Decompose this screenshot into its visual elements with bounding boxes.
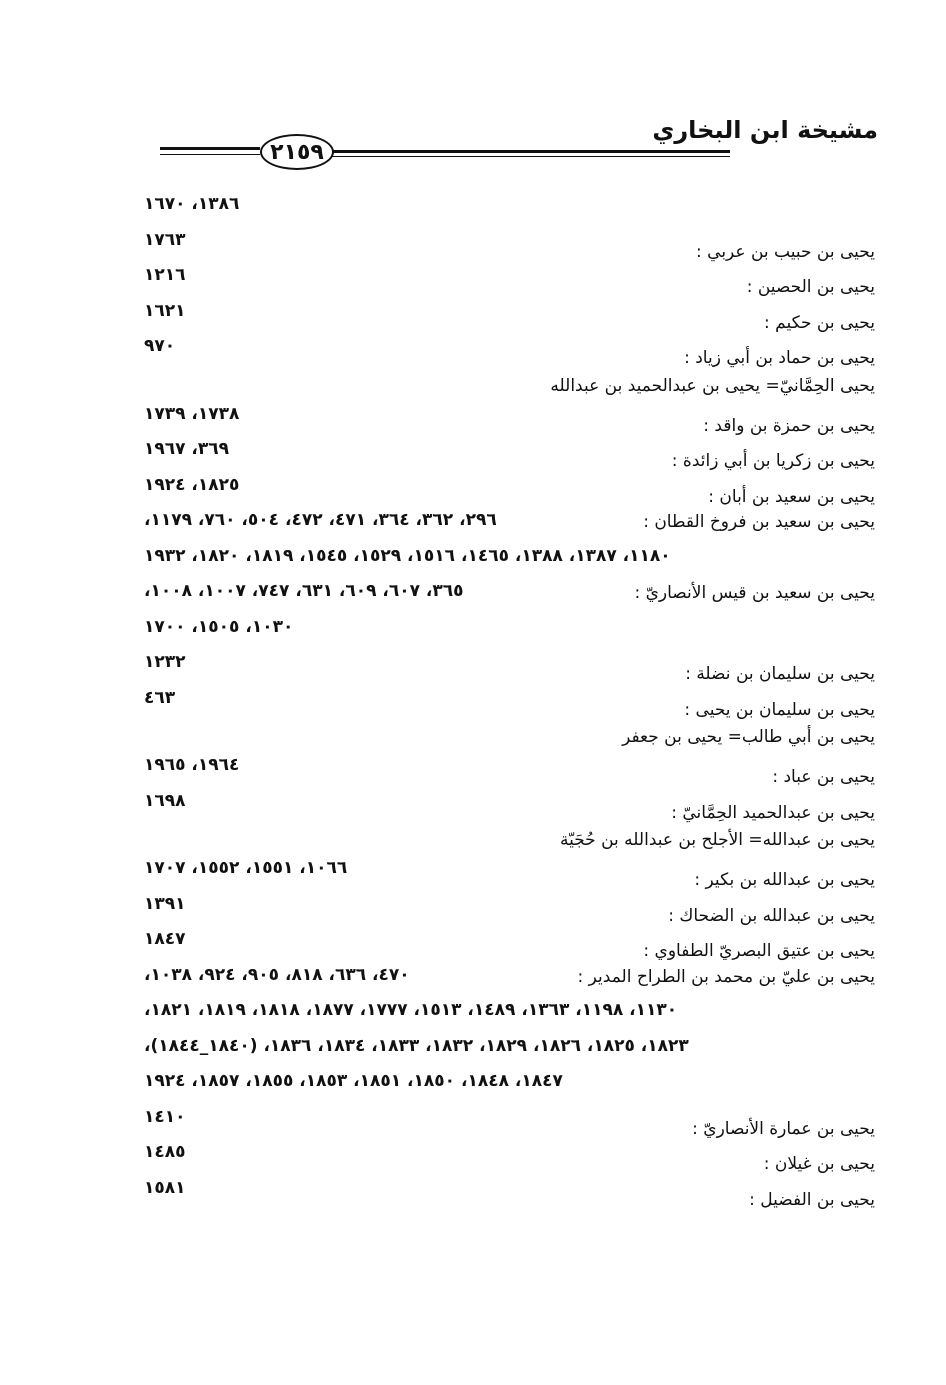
list-item [140,1034,875,1070]
entry-refs: ١٨٤٧ [144,929,186,949]
entry-refs: ١٦٢١ [144,300,186,321]
entry-refs: ٤٧٠، ٦٣٦، ٨١٨، ٩٠٥، ٩٢٤، ١٠٣٨، [144,964,410,985]
entry-name: يحيى بن عتيق البصريّ الطفاوي : [643,941,875,961]
entry-name: يحيى بن أبي طالب= يحيى بن جعفر [622,727,875,747]
entry-refs: ١٢٣٢ [144,652,186,672]
entry-refs: ١٤١٠ [144,1106,186,1127]
entry-name: يحيى بن زكريا بن أبي زائدة : [671,451,875,471]
list-item [140,402,875,438]
entry-refs: ١٠٣٠، ١٥٠٥، ١٧٠٠ [144,616,294,637]
entry-refs: ١٤٨٥ [144,1142,186,1162]
entry-name: يحيى بن غيلان : [763,1154,875,1174]
entry-refs: ١٨٤٧، ١٨٤٨، ١٨٥٠، ١٨٥١، ١٨٥٣، ١٨٥٥، ١٨٥٧، ١٩٢٤ [144,1071,563,1091]
list-item [140,544,875,580]
entry-name: يحيى بن سليمان بن يحيى : [684,699,875,720]
list-item [140,721,875,753]
entry-refs: ١٧٦٣ [144,229,186,250]
entry-name: يحيى بن عبدالله بن الضحاك : [668,905,875,926]
entry-refs: ١٢١٦ [144,265,186,285]
running-title: مشيخة ابن البخاري [652,116,878,144]
list-item [140,963,875,999]
header-rule-left-thin [160,154,260,155]
list-item [140,927,875,963]
entry-refs: ١١٨٠، ١٣٨٧، ١٣٨٨، ١٤٦٥، ١٥١٦، ١٥٢٩، ١٥٤٥، ١٨١٩، ١٨٢٠، ١٩٣٢ [144,545,671,566]
entry-name: يحيى بن سعيد بن أبان : [708,486,875,507]
entry-refs: ١٥٨١ [144,1177,186,1198]
list-item [140,686,875,722]
entry-name: يحيى بن عبدالله= الأجلح بن عبدالله بن حُجَيّة [559,830,875,850]
list-item [140,1105,875,1141]
entry-refs: ٣٦٩، ١٩٦٧ [144,439,230,459]
list-item [140,1140,875,1176]
list-item [140,192,875,228]
entry-name: يحيى بن الفضيل : [749,1189,875,1210]
list-item [140,228,875,264]
header-rule-left [160,147,260,150]
entry-name: يحيى بن سعيد بن فروخ القطان : [643,512,875,532]
list-item [140,473,875,509]
page-number: ٢١٥٩ [260,134,334,170]
list-item [140,856,875,892]
list-item [140,892,875,928]
entry-refs: ٩٧٠ [144,336,176,356]
header-rule-right [330,150,730,153]
entry-refs: ١٧٣٨، ١٧٣٩ [144,403,240,424]
list-item [140,1069,875,1105]
entry-name: يحيى بن سعيد بن قيس الأنصاريّ : [634,583,875,603]
list-item [140,263,875,299]
list-item [140,998,875,1034]
list-item [140,650,875,686]
entry-refs: ١٠٦٦، ١٥٥١، ١٥٥٢، ١٧٠٧ [144,858,348,878]
entry-name: يحيى بن عباد : [772,767,875,787]
entry-name: يحيى الحِمَّانيّ= يحيى بن عبدالحميد بن عبدالله [550,375,875,396]
list-item [140,299,875,335]
list-item [140,370,875,402]
entry-refs: ١٦٩٨ [144,790,186,811]
entry-name: يحيى بن سليمان بن نضلة : [685,664,875,684]
entry-refs: ١٨٢٥، ١٩٢٤ [144,474,240,495]
list-item [140,824,875,856]
list-item [140,615,875,651]
entry-refs: ١٣٨٦، ١٦٧٠ [144,194,240,214]
list-item [140,437,875,473]
entry-refs: ١٩٦٤، ١٩٦٥ [144,755,240,775]
entry-name: يحيى بن حماد بن أبي زياد : [684,348,875,368]
list-item [140,753,875,789]
entry-refs: ٣٦٥، ٦٠٧، ٦٠٩، ٦٣١، ٧٤٧، ١٠٠٧، ١٠٠٨، [144,581,464,601]
entry-name: يحيى بن الحصين : [746,277,875,297]
entry-name: يحيى بن عمارة الأنصاريّ : [692,1118,875,1139]
entry-refs: ١٣٩١ [144,893,186,914]
list-item [140,1176,875,1212]
entry-name: يحيى بن حكيم : [764,312,875,333]
list-item [140,789,875,825]
page-header [150,110,878,170]
entry-refs: ٤٦٣ [144,687,176,708]
entry-refs: ٢٩٦، ٣٦٢، ٣٦٤، ٤٧١، ٤٧٢، ٥٠٤، ٧٦٠، ١١٧٩، [144,510,497,530]
entry-name: يحيى بن حبيب بن عربي : [696,241,875,262]
entry-name: يحيى بن عبدالله بن بكير : [694,870,875,890]
list-item [140,508,875,544]
entry-refs: ١١٣٠، ١١٩٨، ١٣٦٣، ١٤٨٩، ١٥١٣، ١٧٧٧، ١٨٧٧، ١٨١٨، ١٨١٩، ١٨٢١، [144,1000,678,1020]
list-item [140,334,875,370]
list-item [140,579,875,615]
header-rule-right-thin [330,156,730,157]
entry-name: يحيى بن عليّ بن محمد بن الطراح المدير : [577,966,875,987]
index-list [140,192,875,1211]
entry-refs: ١٨٢٣، ١٨٢٥، ١٨٢٦، ١٨٢٩، ١٨٣٢، ١٨٣٣، ١٨٣٤، ١٨٣٦، (١٨٤٠_١٨٤٤)، [144,1035,689,1056]
entry-name: يحيى بن حمزة بن واقد : [703,415,875,436]
entry-name: يحيى بن عبدالحميد الحِمَّانيّ : [671,802,875,823]
